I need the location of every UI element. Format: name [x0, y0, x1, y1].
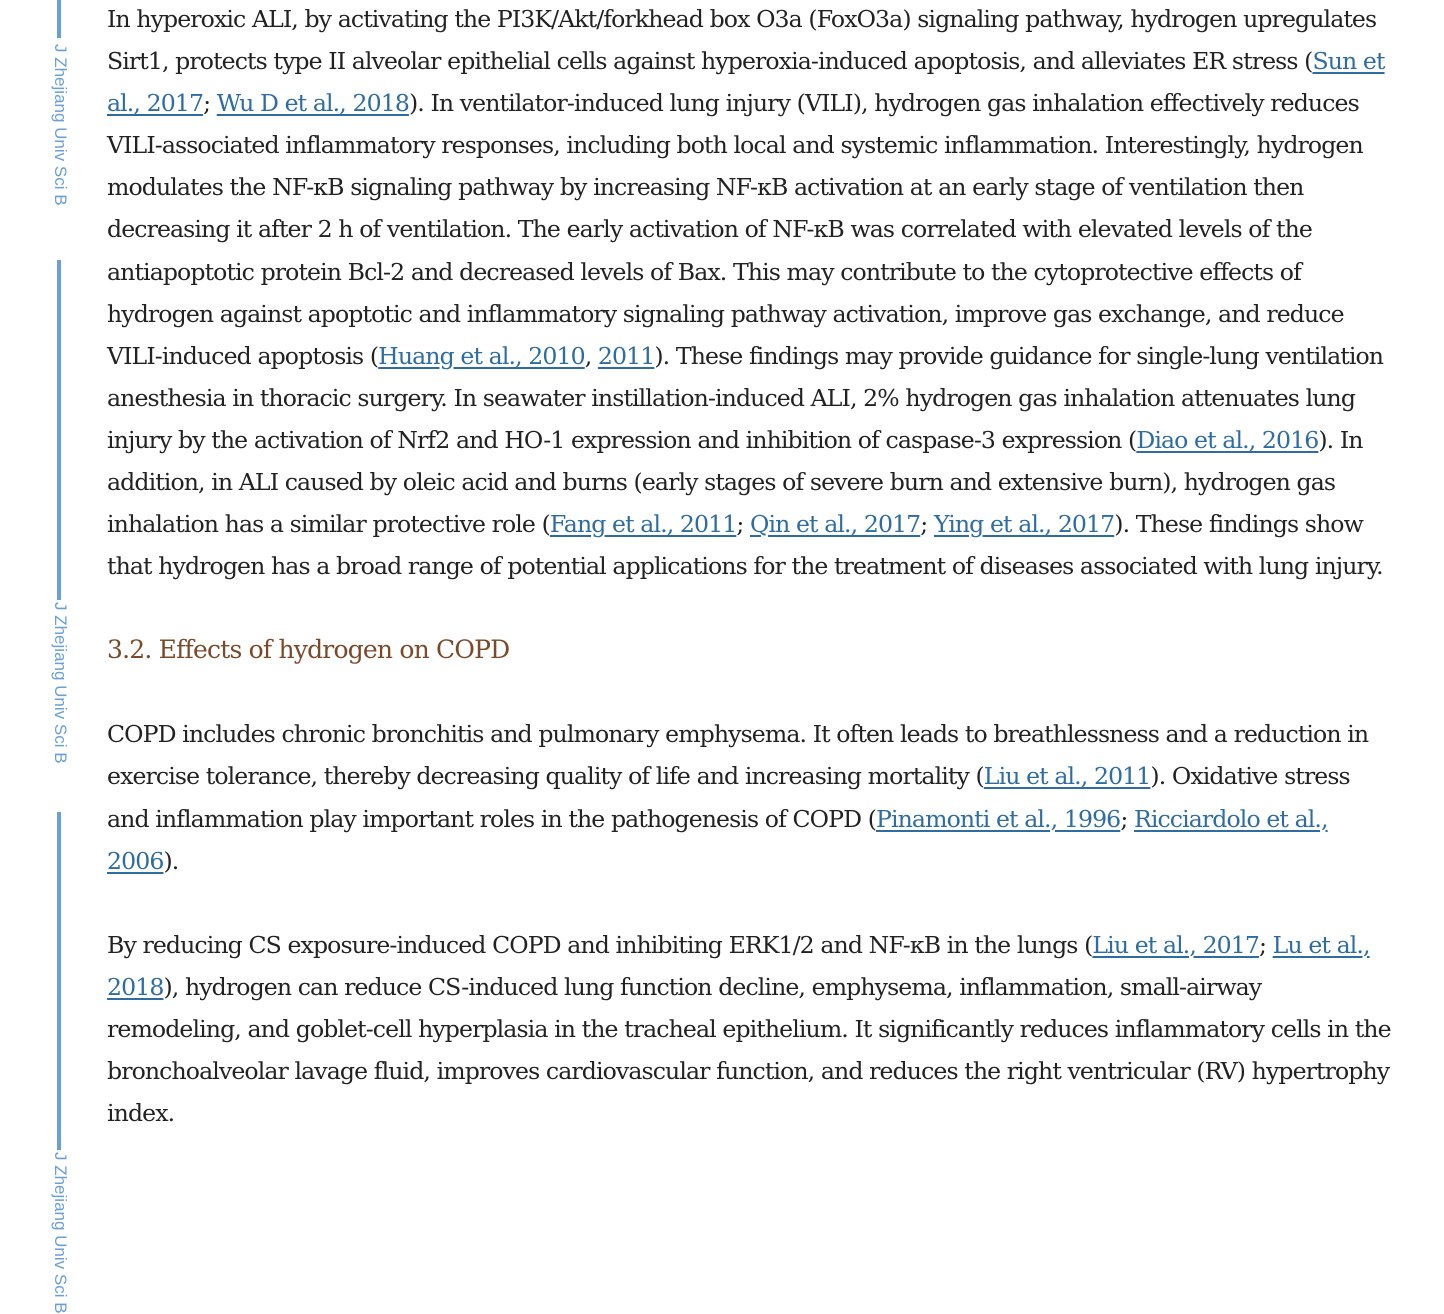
- citation-link[interactable]: Qin et al., 2017: [750, 510, 921, 539]
- journal-watermark-label: J Zhejiang Univ Sci B: [51, 44, 70, 206]
- journal-watermark-label: J Zhejiang Univ Sci B: [51, 1152, 70, 1314]
- citation-link[interactable]: Lu et al., 2018: [107, 930, 1370, 1001]
- citation-link[interactable]: Fang et al., 2011: [549, 510, 737, 539]
- margin-rule: [57, 0, 61, 38]
- paragraph-ali: In hyperoxic ALI, by activating the PI3K/Akt/forkhead box O3a (FoxO3a) signaling pathway, hydrogen upregulates Sirt1, protects type II alveolar epithelial cells against hyperoxia-induced apoptosis, and alleviates ER stress (Sun et al., 2017; Wu D et al., 2018). In ventilator-induced lung injury (VILI), hydrogen gas inhalation effectively reduces VILI-associated inflammatory responses, including both local and systemic inflammation. Interestingly, hydrogen modulates the NF-κB signaling pathway by increasing NF-κB activation at an early stage of ventilation then decreasing it after 2 h of ventilation. The early activation of NF-κB was correlated with elevated levels of the antiapoptotic protein Bcl-2 and decreased levels of Bax. This may contribute to the cytoprotective effects of hydrogen against apoptotic and inflammatory signaling pathway activation, improve gas exchange, and reduce VILI-induced apoptosis (Huang et al., 2010, 2011). These findings may provide guidance for single-lung ventilation anesthesia in thoracic surgery. In seawater instillation-induced ALI, 2% hydrogen gas inhalation attenuates lung injury by the activation of Nrf2 and HO-1 expression and inhibition of caspase-3 expression (Diao et al., 2016). In addition, in ALI caused by oleic acid and burns (early stages of severe burn and extensive burn), hydrogen gas inhalation has a similar protective role (Fang et al., 2011; Qin et al., 2017; Ying et al., 2017). These findings show that hydrogen has a broad range of potential applications for the treatment of diseases associated with lung injury.: [107, 5, 1385, 581]
- article-body: [107, 0, 1397, 1134]
- section-heading: 3.2. Effects of hydrogen on COPD: [107, 635, 510, 665]
- citation-link[interactable]: Pinamonti et al., 1996: [876, 804, 1121, 833]
- margin-rule: [57, 812, 61, 1150]
- citation-link[interactable]: 2011: [597, 341, 655, 370]
- journal-margin-watermark: [48, 0, 72, 1314]
- citation-link[interactable]: Liu et al., 2017: [1092, 930, 1260, 959]
- paragraph-copd-hydrogen: By reducing CS exposure-induced COPD and inhibiting ERK1/2 and NF-κB in the lungs (Liu et al., 2017; Lu et al., 2018), hydrogen can reduce CS-induced lung function decline, emphysema, inflammation, small-airway remodeling, and goblet-cell hyperplasia in the tracheal epithelium. It significantly reduces inflammatory cells in the bronchoalveolar lavage fluid, improves cardiovascular function, and reduces the right ventricular (RV) hypertrophy index.: [107, 930, 1391, 1128]
- citation-link[interactable]: Wu D et al., 2018: [216, 89, 409, 118]
- citation-link[interactable]: Huang et al., 2010: [378, 341, 585, 370]
- margin-rule: [57, 260, 61, 600]
- paragraph-copd-intro: COPD includes chronic bronchitis and pulmonary emphysema. It often leads to breathlessness and a reduction in exercise tolerance, thereby decreasing quality of life and increasing mortality (Liu et al., 2011). Oxidative stress and inflammation play important roles in the pathogenesis of COPD (Pinamonti et al., 1996; Ricciardolo et al., 2006).: [107, 720, 1369, 875]
- citation-link[interactable]: Liu et al., 2011: [983, 762, 1151, 791]
- citation-link[interactable]: Ying et al., 2017: [933, 510, 1115, 539]
- journal-watermark-label: J Zhejiang Univ Sci B: [51, 602, 70, 764]
- citation-link[interactable]: Sun et al., 2017: [107, 47, 1385, 118]
- citation-link[interactable]: Ricciardolo et al., 2006: [107, 804, 1328, 875]
- citation-link[interactable]: Diao et al., 2016: [1136, 425, 1319, 454]
